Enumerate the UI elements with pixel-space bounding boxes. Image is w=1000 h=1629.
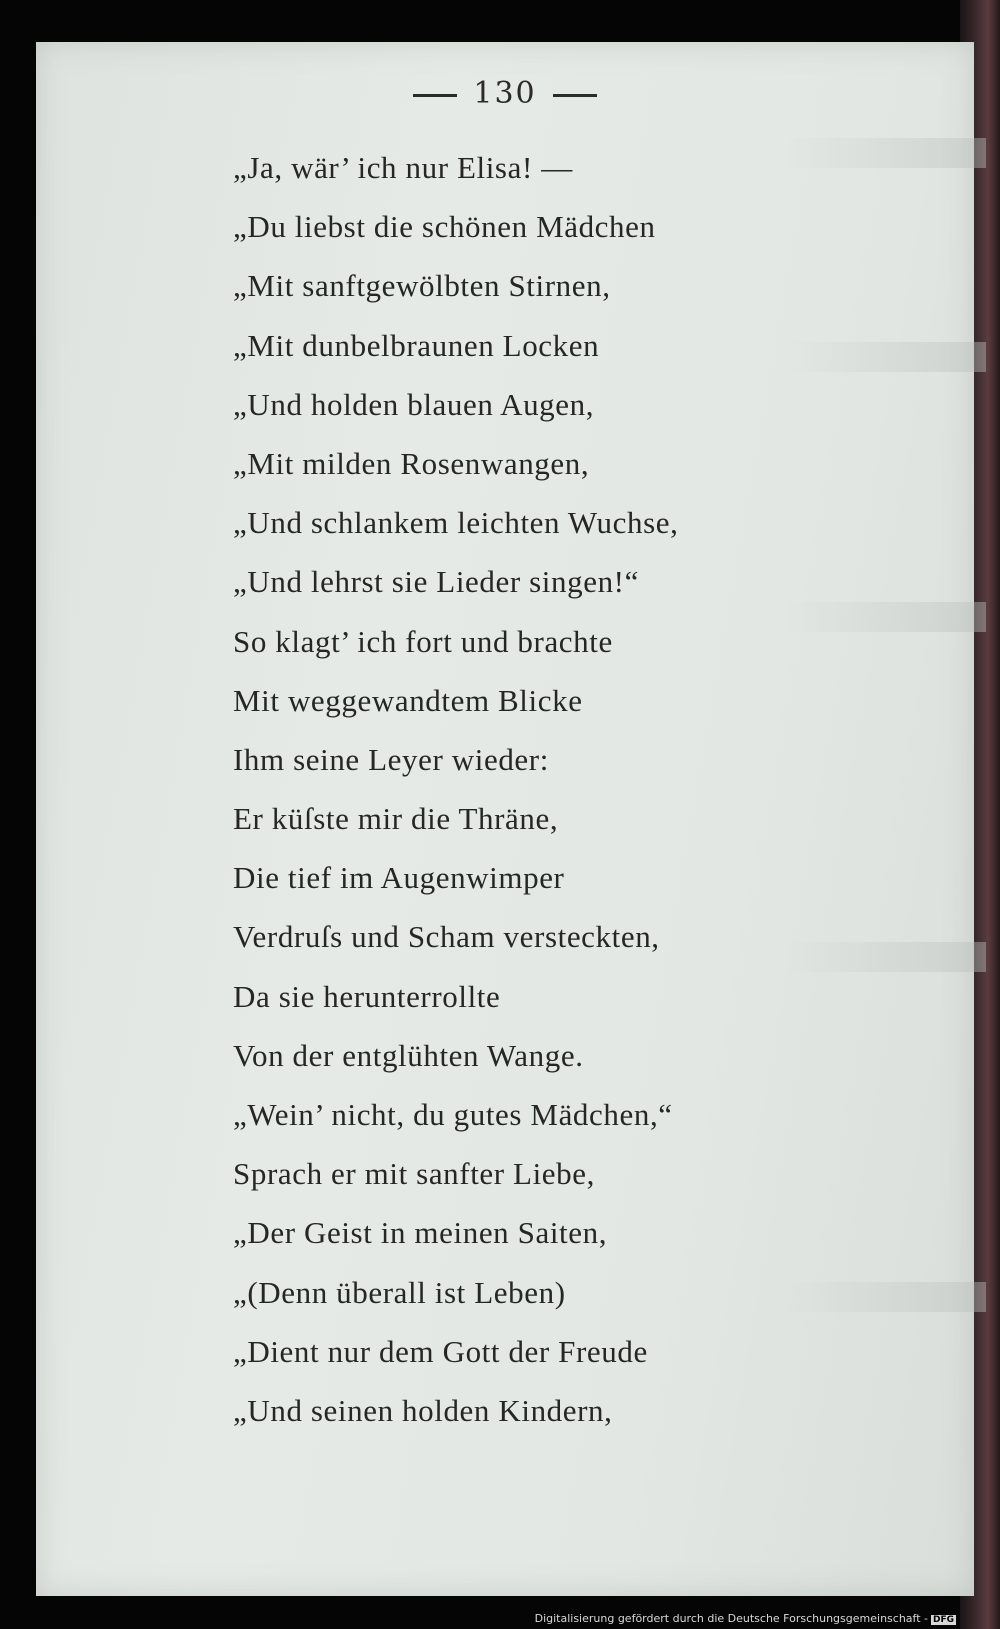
poem-line: „Mit dunbelbraunen Locken (233, 327, 600, 363)
poem-line: „Ja, wär’ ich nur Elisa! — (233, 150, 573, 185)
poem-line: Die tief im Augenwimper (233, 860, 565, 896)
poem-line: „Mit milden Rosenwangen, (233, 445, 590, 481)
poem-line: „Der Geist in meinen Saiten, (233, 1215, 608, 1251)
page-header (36, 76, 974, 111)
poem-line: „Und holden blauen Augen, (233, 386, 595, 422)
page-number: 130 (473, 76, 537, 111)
dfg-logo: DFG (932, 1615, 954, 1625)
poem-line: Sprach er mit sanfter Liebe, (233, 1156, 595, 1192)
poem-line: „(Denn überall ist Leben) (233, 1274, 566, 1310)
poem-line: „Dient nur dem Gott der Freude (233, 1333, 648, 1369)
poem-line: „Und schlankem leichten Wuchse, (233, 505, 679, 541)
poem-line: Verdruſs und Scham versteckten, (233, 919, 660, 955)
poem-line: „Wein’ nicht, du gutes Mädchen,“ (233, 1097, 673, 1132)
credit-text: Digitalisierung gefördert durch die Deutsche Forschungsgemeinschaft - (534, 1612, 928, 1625)
poem-line: Er küſste mir die Thräne, (233, 801, 559, 837)
header-dash-right (553, 94, 597, 97)
poem-line: „Du liebst die schönen Mädchen (233, 209, 656, 245)
poem-line: Von der entglühten Wange. (233, 1037, 584, 1073)
poem-text (233, 138, 913, 1440)
poem-line: „Und lehrst sie Lieder singen!“ (233, 564, 639, 600)
poem-line: Da sie herunterrollte (233, 978, 501, 1014)
poem-line: Ihm seine Leyer wieder: (233, 741, 549, 777)
digitization-credit (535, 1612, 956, 1625)
book-page (36, 42, 974, 1596)
header-dash-left (413, 94, 457, 97)
poem-line: So klagt’ ich fort und brachte (233, 623, 613, 659)
poem-line: „Und seinen holden Kindern, (233, 1392, 613, 1428)
poem-line: Mit weggewandtem Blicke (233, 682, 583, 718)
poem-line: „Mit sanftgewölbten Stirnen, (233, 268, 611, 304)
